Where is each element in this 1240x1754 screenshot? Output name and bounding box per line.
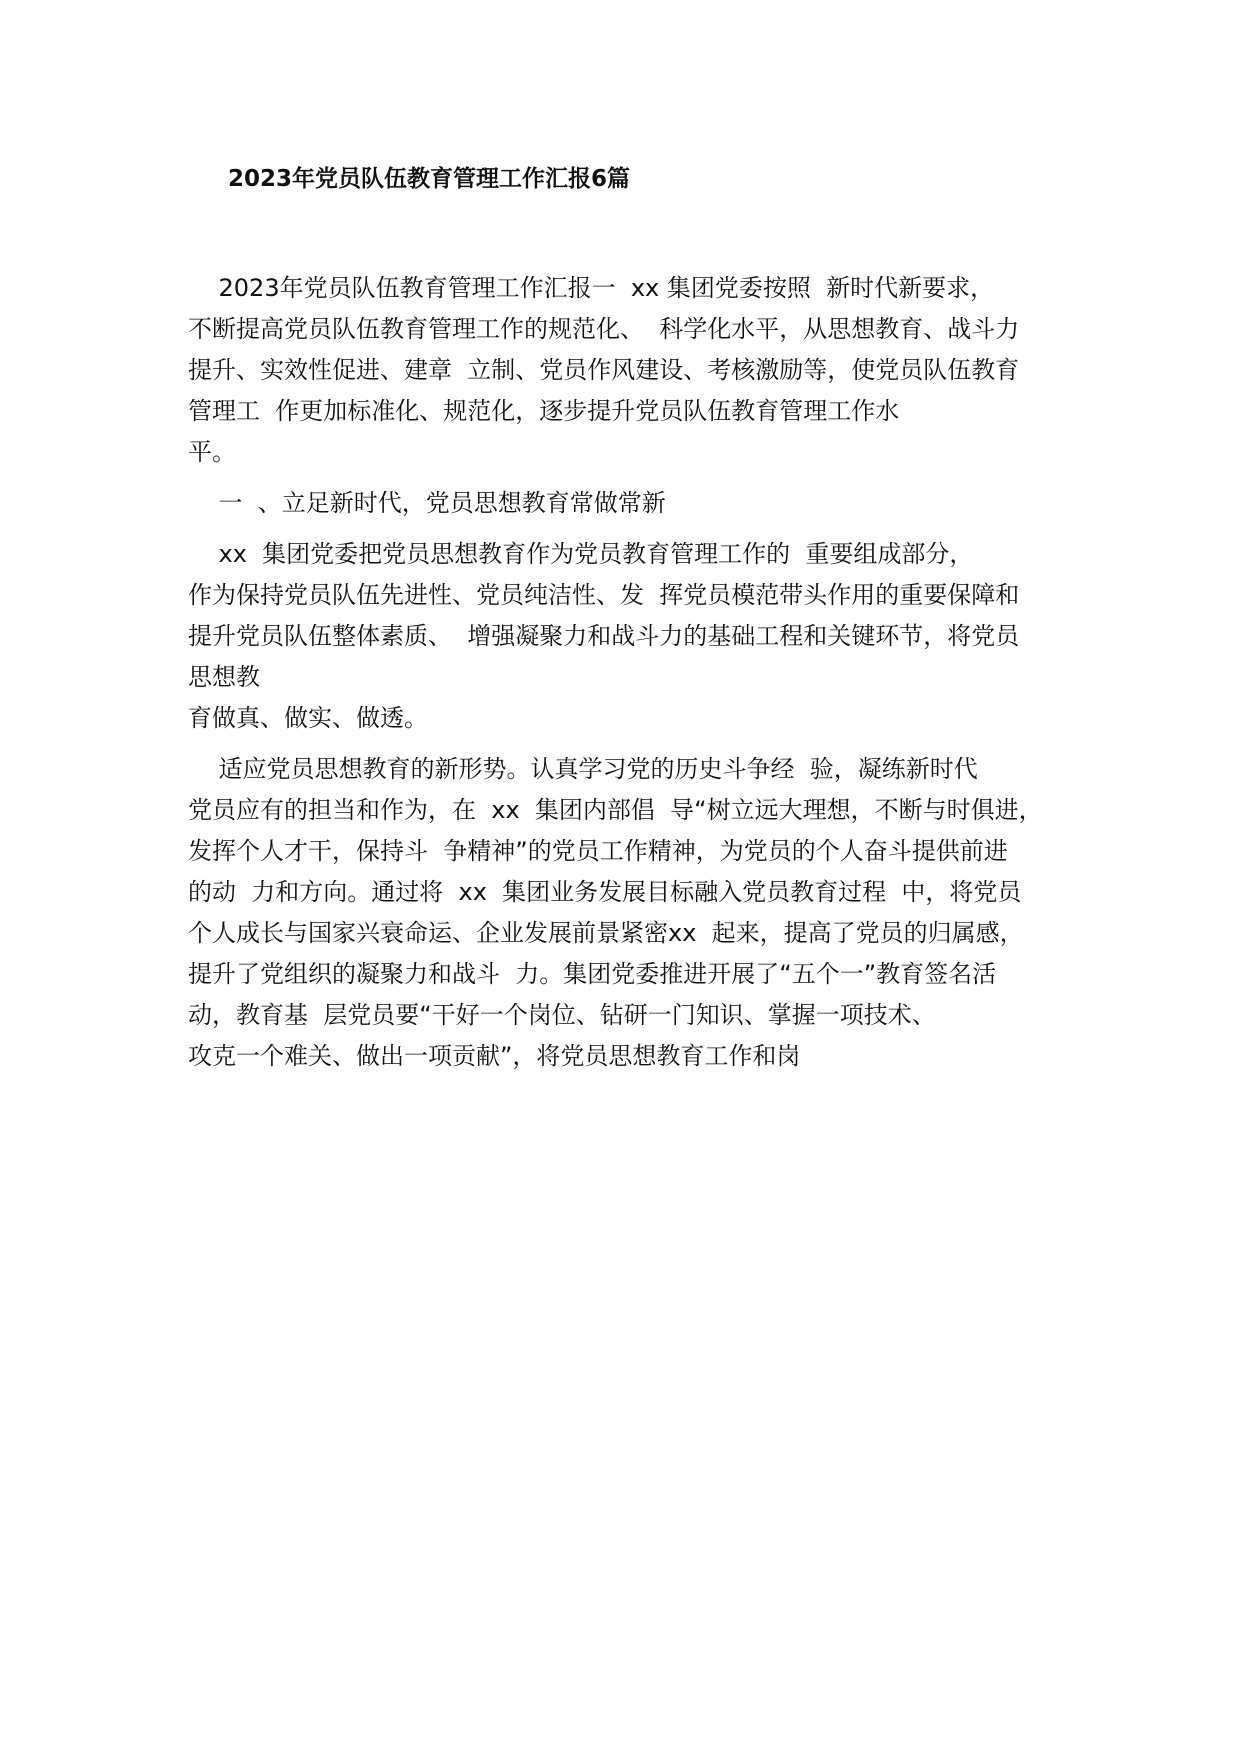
paragraph-2: [188, 534, 1088, 739]
document-body: [188, 268, 1088, 1077]
text-line: 党员应有的担当和作为，在 xx 集团内部倡 导“树立远大理想，不断与时俱进，: [188, 796, 1043, 824]
text-line: 动，教育基 层党员要“干好一个岗位、钻研一门知识、掌握一项技术、: [188, 1001, 936, 1029]
text-line: 适应党员思想教育的新形势。认真学习党的历史斗争经 验，凝练新时代: [188, 755, 978, 783]
paragraph-3: [188, 749, 1088, 1077]
text-line: 提升、实效性促进、建章 立制、党员作风建设、考核激励等，使党员队伍教育: [188, 356, 1020, 384]
paragraph-1: [188, 268, 1088, 473]
text-line: 平。: [188, 438, 236, 466]
paragraph-gap: [188, 473, 1088, 483]
text-line: 发挥个人才干，保持斗 争精神”的党员工作精神，为党员的个人奋斗提供前进: [188, 837, 1008, 865]
text-line: 个人成长与国家兴衰命运、企业发展前景紧密xx 起来，提高了党员的归属感，: [188, 919, 1024, 947]
text-line: 提升了党组织的凝聚力和战斗 力。集团党委推进开展了“五个一”教育签名活: [188, 960, 997, 988]
text-line: 作为保持党员队伍先进性、党员纯洁性、发 挥党员模范带头作用的重要保障和: [188, 581, 1020, 609]
text-line: 提升党员队伍整体素质、 增强凝聚力和战斗力的基础工程和关键环节，将党员: [188, 622, 1020, 650]
text-line: 思想教: [188, 663, 260, 691]
text-line: 管理工 作更加标准化、规范化，逐步提升党员队伍教育管理工作水: [188, 397, 900, 425]
text-line: 不断提高党员队伍教育管理工作的规范化、 科学化水平，从思想教育、战斗力: [188, 315, 1020, 343]
paragraph-gap: [188, 524, 1088, 534]
text-line: 的动 力和方向。通过将 xx 集团业务发展目标融入党员教育过程 中，将党员: [188, 878, 1022, 906]
text-line: 攻克一个难关、做出一项贡献”，将党员思想教育工作和岗: [188, 1042, 801, 1070]
text-line: 2023年党员队伍教育管理工作汇报一 xx 集团党委按照 新时代新要求，: [188, 274, 995, 302]
paragraph-gap: [188, 739, 1088, 749]
text-line: 一 、立足新时代，党员思想教育常做常新: [188, 489, 666, 517]
section-heading-1: [188, 483, 1088, 524]
text-line: xx 集团党委把党员思想教育作为党员教育管理工作的 重要组成部分，: [188, 540, 974, 568]
text-line: 育做真、做实、做透。: [188, 704, 428, 732]
document-title: 2023年党员队伍教育管理工作汇报6篇: [228, 166, 631, 192]
